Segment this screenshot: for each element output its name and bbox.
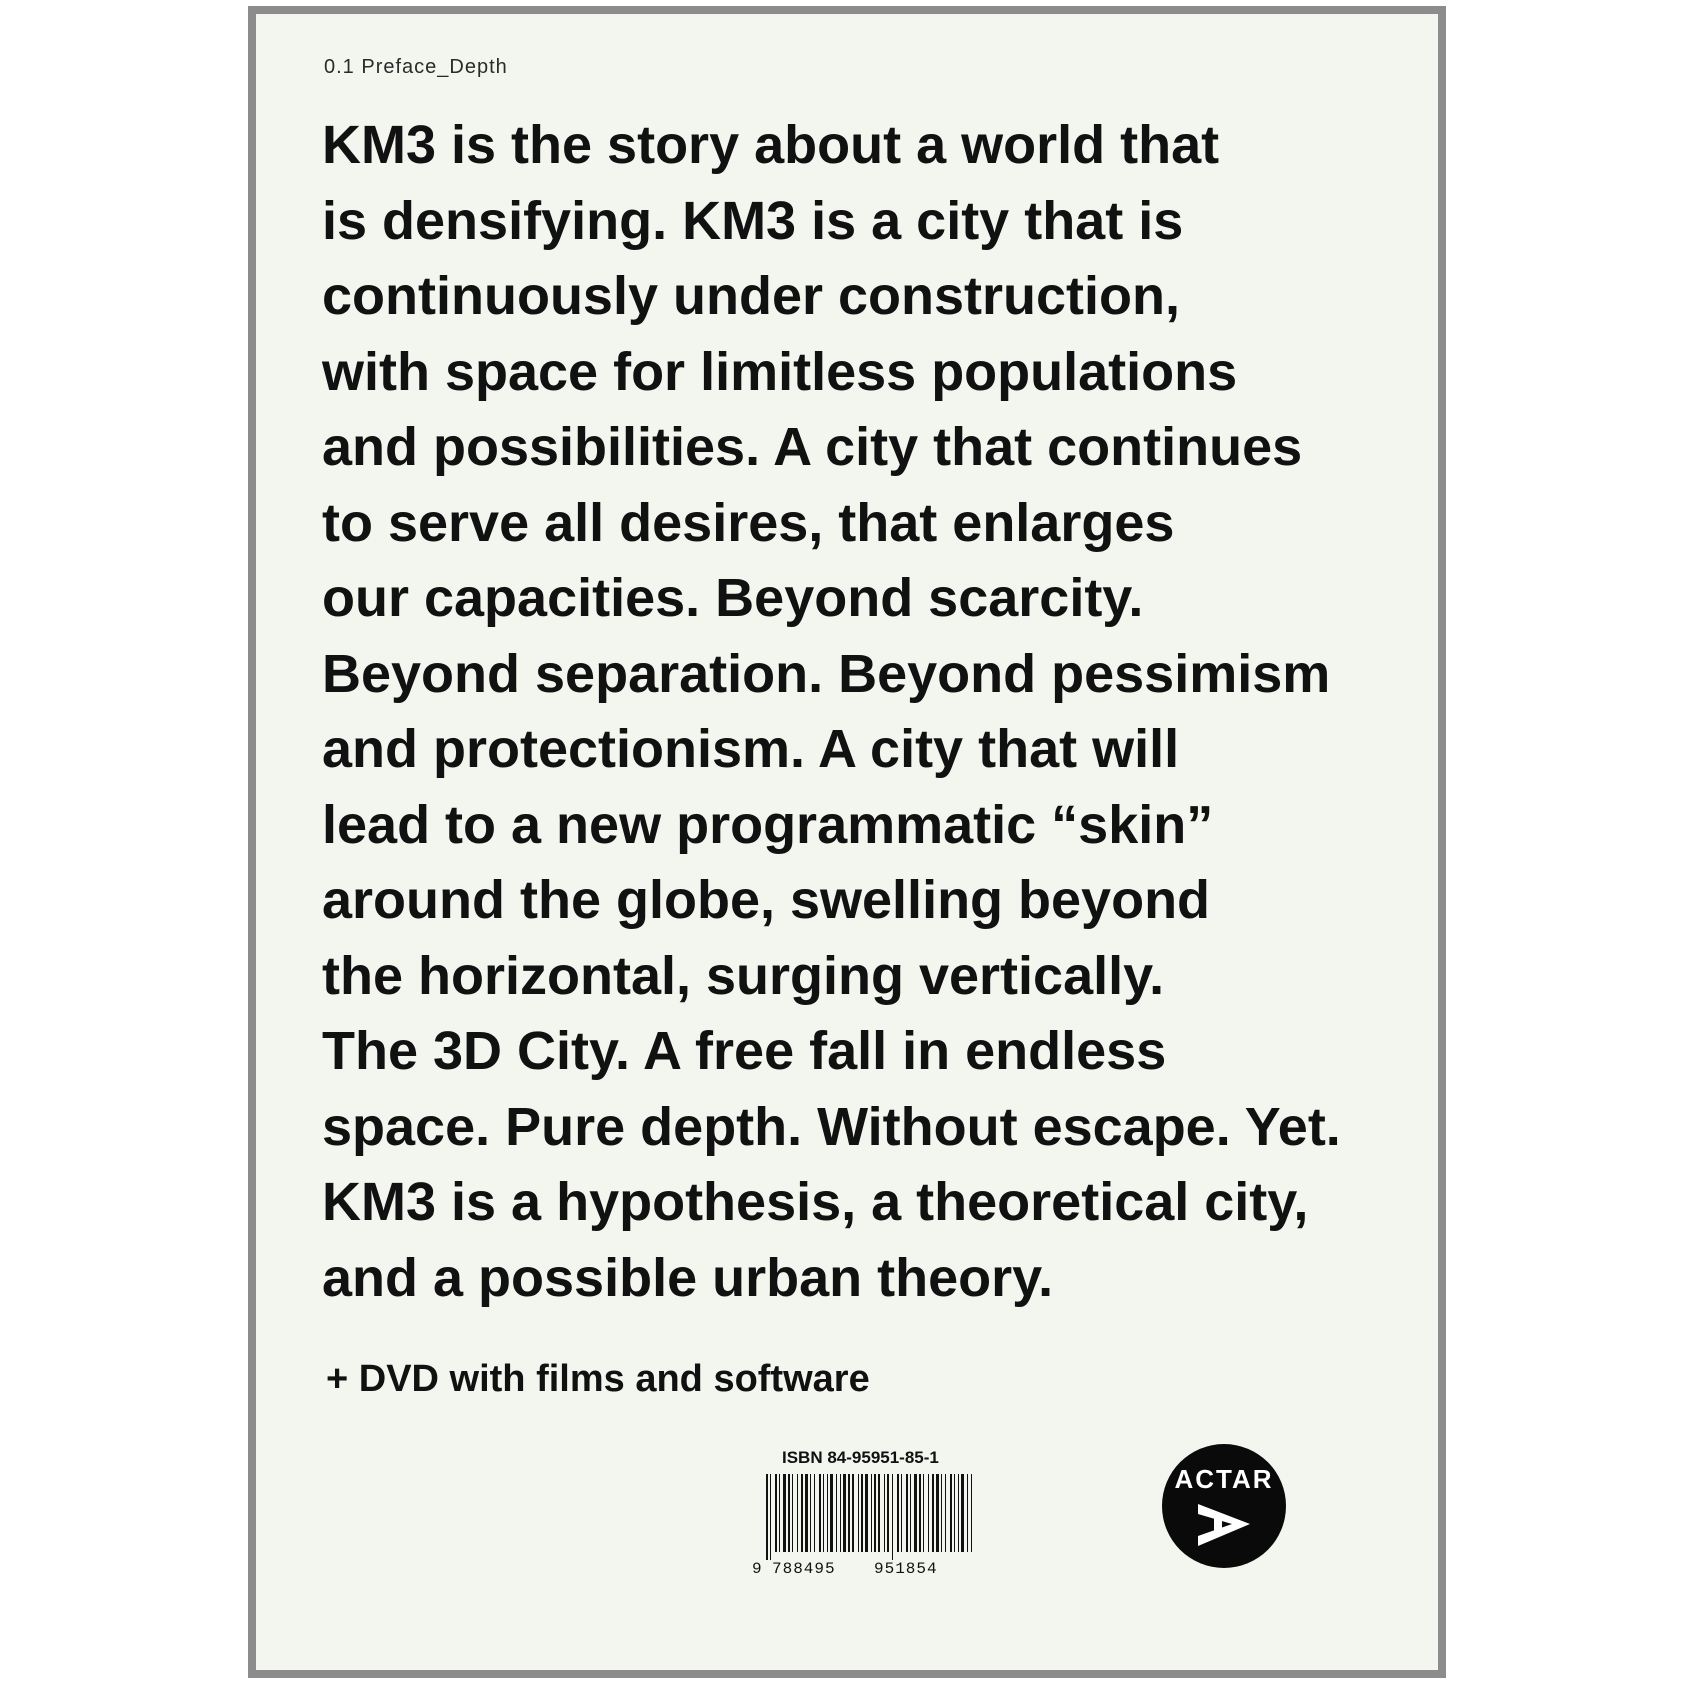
body-line: our capacities. Beyond scarcity.	[322, 568, 1144, 628]
barcode-icon	[752, 1474, 982, 1560]
publisher-logo	[1162, 1444, 1286, 1568]
ean-right-digits: 951854	[874, 1560, 938, 1578]
body-line: and protectionism. A city that will	[322, 719, 1180, 779]
body-line: the horizontal, surging vertically.	[322, 945, 1165, 1006]
body-line: lead to a new programmatic “skin”	[322, 794, 1214, 855]
section-label: 0.1 Preface_Depth	[324, 56, 508, 78]
body-line: space. Pure depth. Without escape. Yet.	[322, 1096, 1341, 1157]
dvd-note: + DVD with films and software	[326, 1358, 870, 1400]
body-line: and possibilities. A city that continues	[322, 417, 1303, 477]
body-line: with space for limitless populations	[322, 341, 1238, 402]
body-line: The 3D City. A free fall in endless	[322, 1021, 1167, 1081]
isbn-text: ISBN 84-95951-85-1	[782, 1448, 939, 1467]
ean-first-digit: 9	[752, 1560, 762, 1578]
book-back-cover	[248, 6, 1446, 1678]
barcode-block	[752, 1448, 982, 1588]
body-line: continuously under construction,	[322, 266, 1181, 326]
body-line: KM3 is the story about a world that	[322, 115, 1220, 175]
body-line: Beyond separation. Beyond pessimism	[322, 643, 1331, 704]
body-line: and a possible urban theory.	[322, 1247, 1054, 1308]
ean-left-digits: 788495	[772, 1560, 836, 1578]
body-line: to serve all desires, that enlarges	[322, 492, 1175, 553]
body-line: around the globe, swelling beyond	[322, 870, 1211, 930]
body-text	[322, 108, 1341, 1316]
publisher-name: ACTAR	[1174, 1464, 1274, 1494]
body-line: is densifying. KM3 is a city that is	[322, 190, 1184, 251]
body-line: KM3 is a hypothesis, a theoretical city,	[322, 1172, 1309, 1232]
logo-a-glyph-icon	[1194, 1500, 1254, 1550]
